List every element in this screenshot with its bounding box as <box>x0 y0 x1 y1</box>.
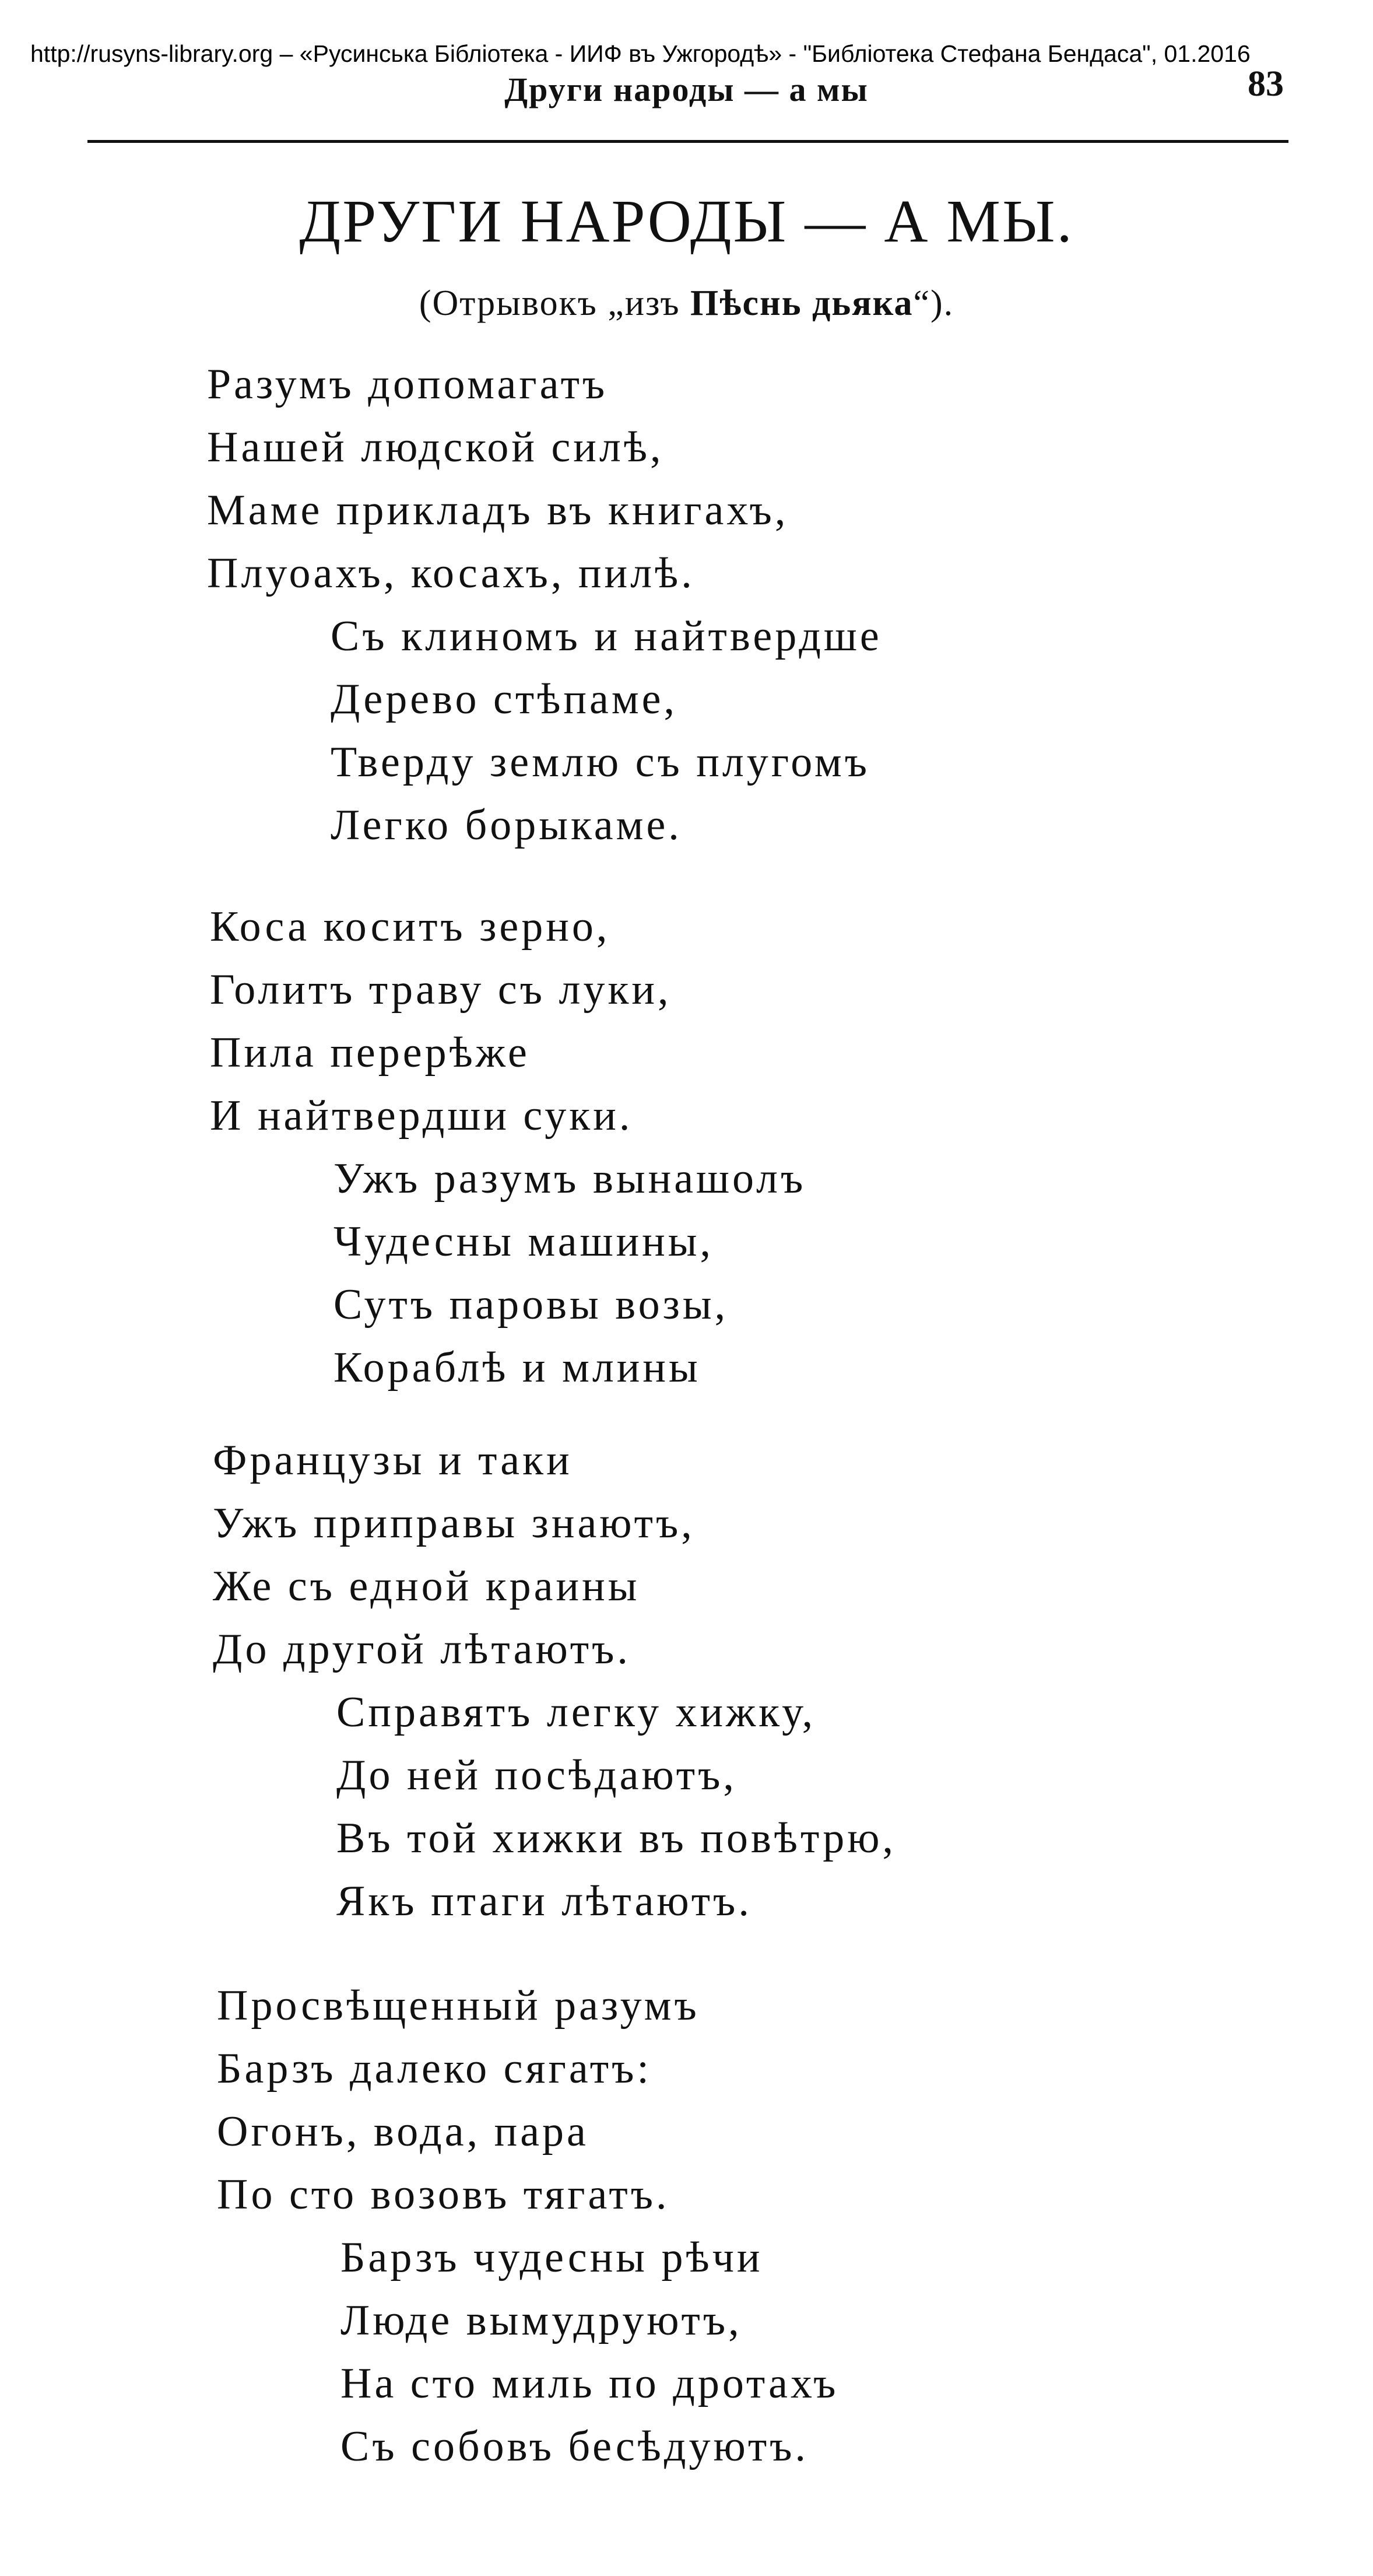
poem-subtitle <box>0 280 1373 327</box>
verse-line: Пила перерѣже <box>210 1029 530 1077</box>
verse-line: Справятъ легку хижку, <box>336 1688 816 1736</box>
verse-line: Маме прикладъ въ книгахъ, <box>207 486 789 534</box>
verse-line: Легко борыкаме. <box>331 801 682 849</box>
verse-line: Барзъ далеко сягатъ: <box>217 2045 652 2093</box>
verse-line: И найтвердши суки. <box>210 1092 633 1140</box>
stanza-4 <box>217 1974 838 2478</box>
stanza-1 <box>207 353 882 857</box>
verse-line: До ней посѣдаютъ, <box>336 1751 737 1799</box>
running-head: Други народы — а мы <box>504 71 869 108</box>
verse-line: Люде вымудруютъ, <box>340 2297 742 2344</box>
verse-line: Просвѣщенный разумъ <box>217 1982 700 2030</box>
verse-line: Ужъ приправы знаютъ, <box>213 1499 695 1547</box>
verse-line: Якъ птаги лѣтаютъ. <box>336 1877 752 1925</box>
verse-line: Барзъ чудесны рѣчи <box>340 2234 763 2281</box>
verse-line: На сто миль по дротахъ <box>340 2360 839 2407</box>
verse-line: По сто возовъ тягатъ. <box>217 2171 670 2218</box>
verse-line: До другой лѣтаютъ. <box>213 1625 631 1673</box>
verse-line: Чудесны машины, <box>333 1218 714 1266</box>
subtitle-close: “). <box>913 283 954 323</box>
verse-line: Плуоахъ, косахъ, пилѣ. <box>207 549 695 597</box>
subtitle-source-title: Пѣснь дьяка <box>690 283 914 323</box>
verse-line: Французы и таки <box>213 1436 573 1484</box>
verse-line: Же съ едной краины <box>213 1562 640 1610</box>
verse-line: Дерево стѣпаме, <box>331 675 677 723</box>
header-rule <box>87 140 1288 143</box>
verse-line: Кораблѣ и млины <box>333 1344 701 1392</box>
verse-line: Нашей людской силѣ, <box>207 423 664 471</box>
page-number: 83 <box>1248 64 1284 104</box>
verse-line: Разумъ допомагатъ <box>207 360 608 408</box>
poem-title: ДРУГИ НАРОДЫ — А МЫ. <box>299 188 1074 255</box>
verse-line: Въ той хижки въ повѣтрю, <box>336 1814 896 1862</box>
verse-line: Съ клиномъ и найтвердше <box>331 612 882 660</box>
stanza-3 <box>213 1429 896 1933</box>
verse-line: Ужъ разумъ вынашолъ <box>333 1155 806 1203</box>
subtitle-open: (Отрывокъ „изъ <box>419 283 691 323</box>
stanza-2 <box>210 895 806 1399</box>
verse-line: Съ собовъ бесѣдуютъ. <box>340 2423 809 2470</box>
verse-line: Сутъ паровы возы, <box>333 1281 729 1329</box>
verse-line: Голитъ траву съ луки, <box>210 966 672 1014</box>
source-url-line: http://rusyns-library.org – «Русинська Бібліотека - ИИФ въ Ужгородѣ» - "Библіотека Стефана Бендаса", 01.2016 <box>30 40 1251 67</box>
verse-line: Огонъ, вода, пара <box>217 2108 589 2156</box>
verse-line: Коса коситъ зерно, <box>210 903 610 951</box>
verse-line: Тверду землю съ плугомъ <box>331 738 870 786</box>
